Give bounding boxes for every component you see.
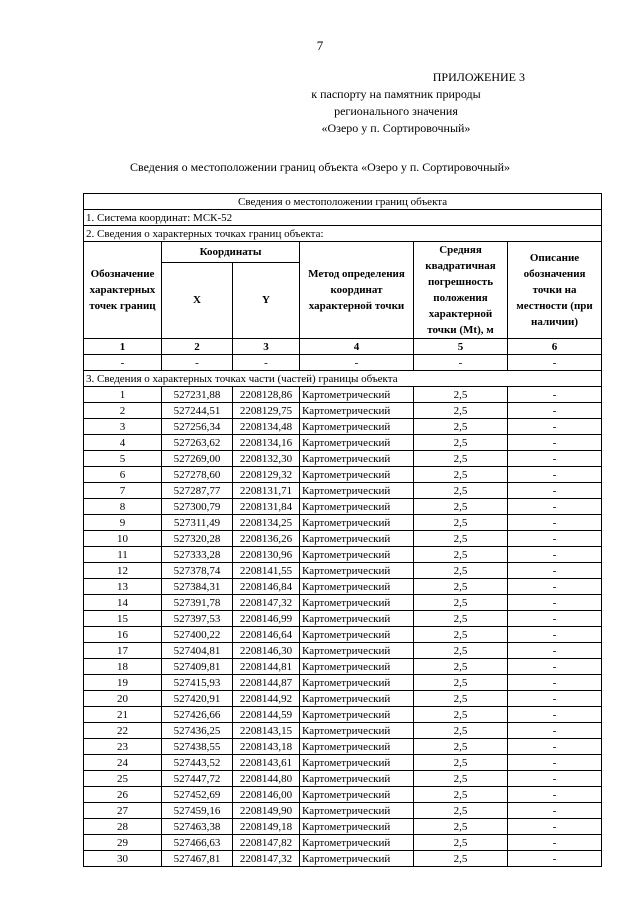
method-cell: Картометрический (300, 387, 414, 403)
coord-y-cell: 2208129,32 (233, 467, 300, 483)
error-cell: 2,5 (414, 563, 508, 579)
description-cell: - (508, 515, 602, 531)
method-cell: Картометрический (300, 515, 414, 531)
appendix-line: «Озеро у п. Сортировочный» (321, 121, 471, 135)
table-row (84, 467, 602, 483)
table-row (84, 691, 602, 707)
description-cell: - (508, 771, 602, 787)
table-row (84, 755, 602, 771)
empty-cell: - (162, 355, 233, 371)
table-row (84, 579, 602, 595)
point-id-cell: 10 (84, 531, 162, 547)
error-cell: 2,5 (414, 675, 508, 691)
description-cell: - (508, 803, 602, 819)
coord-x-cell: 527333,28 (162, 547, 233, 563)
coord-x-cell: 527278,60 (162, 467, 233, 483)
empty-cell: - (300, 355, 414, 371)
method-cell: Картометрический (300, 435, 414, 451)
error-cell: 2,5 (414, 851, 508, 867)
section-coordinate-system: 1. Система координат: МСК-52 (84, 210, 602, 226)
coord-y-cell: 2208146,99 (233, 611, 300, 627)
point-id-cell: 4 (84, 435, 162, 451)
description-cell: - (508, 451, 602, 467)
page-number: 7 (316, 38, 324, 53)
header-method: Метод определения координат характерной точки (300, 242, 414, 339)
section-part-points: 3. Сведения о характерных точках части (частей) границы объекта (84, 371, 602, 387)
method-cell: Картометрический (300, 675, 414, 691)
coord-x-cell: 527420,91 (162, 691, 233, 707)
coord-y-cell: 2208146,00 (233, 787, 300, 803)
table-row (84, 483, 602, 499)
point-id-cell: 13 (84, 579, 162, 595)
method-cell: Картометрический (300, 467, 414, 483)
error-cell: 2,5 (414, 643, 508, 659)
description-cell: - (508, 579, 602, 595)
table-row (84, 499, 602, 515)
coord-y-cell: 2208147,32 (233, 851, 300, 867)
coord-y-cell: 2208144,87 (233, 675, 300, 691)
coord-y-cell: 2208136,26 (233, 531, 300, 547)
description-cell: - (508, 435, 602, 451)
method-cell: Картометрический (300, 739, 414, 755)
point-id-cell: 16 (84, 627, 162, 643)
table-row (84, 627, 602, 643)
boundary-table (83, 193, 602, 867)
error-cell: 2,5 (414, 579, 508, 595)
description-cell: - (508, 851, 602, 867)
error-cell: 2,5 (414, 819, 508, 835)
error-cell: 2,5 (414, 595, 508, 611)
error-cell: 2,5 (414, 835, 508, 851)
error-cell: 2,5 (414, 515, 508, 531)
table-row (84, 835, 602, 851)
point-id-cell: 25 (84, 771, 162, 787)
coord-y-cell: 2208141,55 (233, 563, 300, 579)
error-cell: 2,5 (414, 627, 508, 643)
section-boundary-points: 2. Сведения о характерных точках границ объекта: (84, 226, 602, 242)
coord-x-cell: 527466,63 (162, 835, 233, 851)
description-cell: - (508, 531, 602, 547)
point-id-cell: 30 (84, 851, 162, 867)
empty-cell: - (508, 355, 602, 371)
description-cell: - (508, 675, 602, 691)
empty-cell: - (233, 355, 300, 371)
point-id-cell: 28 (84, 819, 162, 835)
column-number: 3 (233, 339, 300, 355)
method-cell: Картометрический (300, 499, 414, 515)
empty-cell: - (84, 355, 162, 371)
point-id-cell: 1 (84, 387, 162, 403)
point-id-cell: 7 (84, 483, 162, 499)
method-cell: Картометрический (300, 851, 414, 867)
method-cell: Картометрический (300, 595, 414, 611)
error-cell: 2,5 (414, 755, 508, 771)
coord-y-cell: 2208131,84 (233, 499, 300, 515)
error-cell: 2,5 (414, 611, 508, 627)
coord-y-cell: 2208146,84 (233, 579, 300, 595)
method-cell: Картометрический (300, 707, 414, 723)
table-row (84, 595, 602, 611)
point-id-cell: 15 (84, 611, 162, 627)
point-id-cell: 17 (84, 643, 162, 659)
coord-x-cell: 527467,81 (162, 851, 233, 867)
error-cell: 2,5 (414, 403, 508, 419)
method-cell: Картометрический (300, 547, 414, 563)
coord-x-cell: 527459,16 (162, 803, 233, 819)
point-id-cell: 6 (84, 467, 162, 483)
coord-y-cell: 2208134,48 (233, 419, 300, 435)
point-id-cell: 26 (84, 787, 162, 803)
point-id-cell: 27 (84, 803, 162, 819)
description-cell: - (508, 627, 602, 643)
description-cell: - (508, 691, 602, 707)
coord-y-cell: 2208143,18 (233, 739, 300, 755)
description-cell: - (508, 611, 602, 627)
coord-x-cell: 527463,38 (162, 819, 233, 835)
coord-y-cell: 2208143,15 (233, 723, 300, 739)
coord-y-cell: 2208143,61 (233, 755, 300, 771)
error-cell: 2,5 (414, 419, 508, 435)
coord-x-cell: 527311,49 (162, 515, 233, 531)
point-id-cell: 18 (84, 659, 162, 675)
error-cell: 2,5 (414, 707, 508, 723)
table-row (84, 547, 602, 563)
coord-y-cell: 2208144,80 (233, 771, 300, 787)
table-row (84, 419, 602, 435)
coord-x-cell: 527263,62 (162, 435, 233, 451)
coord-x-cell: 527397,53 (162, 611, 233, 627)
table-row (84, 563, 602, 579)
coord-y-cell: 2208132,30 (233, 451, 300, 467)
error-cell: 2,5 (414, 531, 508, 547)
table-row (84, 771, 602, 787)
method-cell: Картометрический (300, 563, 414, 579)
point-id-cell: 8 (84, 499, 162, 515)
coord-x-cell: 527415,93 (162, 675, 233, 691)
method-cell: Картометрический (300, 419, 414, 435)
error-cell: 2,5 (414, 499, 508, 515)
method-cell: Картометрический (300, 819, 414, 835)
coord-y-cell: 2208149,90 (233, 803, 300, 819)
appendix-line: регионального значения (334, 104, 458, 118)
coord-x-cell: 527426,66 (162, 707, 233, 723)
column-number: 6 (508, 339, 602, 355)
error-cell: 2,5 (414, 483, 508, 499)
description-cell: - (508, 739, 602, 755)
column-number: 4 (300, 339, 414, 355)
coord-x-cell: 527391,78 (162, 595, 233, 611)
point-id-cell: 24 (84, 755, 162, 771)
point-id-cell: 23 (84, 739, 162, 755)
coord-x-cell: 527378,74 (162, 563, 233, 579)
table-row (84, 611, 602, 627)
description-cell: - (508, 659, 602, 675)
coord-y-cell: 2208134,25 (233, 515, 300, 531)
empty-cell: - (414, 355, 508, 371)
coord-y-cell: 2208131,71 (233, 483, 300, 499)
description-cell: - (508, 707, 602, 723)
error-cell: 2,5 (414, 435, 508, 451)
appendix-line: к паспорту на памятник природы (311, 87, 481, 101)
document-title: Сведения о местоположении границ объекта «Озеро у п. Сортировочный» (130, 160, 510, 174)
coord-y-cell: 2208149,18 (233, 819, 300, 835)
description-cell: - (508, 787, 602, 803)
coord-x-cell: 527244,51 (162, 403, 233, 419)
description-cell: - (508, 819, 602, 835)
table-row (84, 851, 602, 867)
method-cell: Картометрический (300, 579, 414, 595)
method-cell: Картометрический (300, 451, 414, 467)
coord-y-cell: 2208144,81 (233, 659, 300, 675)
description-cell: - (508, 723, 602, 739)
error-cell: 2,5 (414, 787, 508, 803)
appendix-title: ПРИЛОЖЕНИЕ 3 (432, 70, 525, 84)
table-row (84, 403, 602, 419)
coord-x-cell: 527256,34 (162, 419, 233, 435)
column-number: 2 (162, 339, 233, 355)
coord-x-cell: 527409,81 (162, 659, 233, 675)
coord-y-cell: 2208144,59 (233, 707, 300, 723)
coord-x-cell: 527269,00 (162, 451, 233, 467)
point-id-cell: 14 (84, 595, 162, 611)
description-cell: - (508, 387, 602, 403)
method-cell: Картометрический (300, 403, 414, 419)
point-id-cell: 22 (84, 723, 162, 739)
method-cell: Картометрический (300, 659, 414, 675)
coord-x-cell: 527436,25 (162, 723, 233, 739)
table-caption: Сведения о местоположении границ объекта (84, 194, 602, 210)
description-cell: - (508, 563, 602, 579)
error-cell: 2,5 (414, 723, 508, 739)
header-points: Обозначение характерных точек границ (84, 242, 162, 339)
table-row (84, 707, 602, 723)
description-cell: - (508, 419, 602, 435)
coord-x-cell: 527231,88 (162, 387, 233, 403)
point-id-cell: 21 (84, 707, 162, 723)
point-id-cell: 29 (84, 835, 162, 851)
coord-x-cell: 527404,81 (162, 643, 233, 659)
coord-y-cell: 2208130,96 (233, 547, 300, 563)
table-row (84, 451, 602, 467)
description-cell: - (508, 403, 602, 419)
table-row (84, 787, 602, 803)
description-cell: - (508, 755, 602, 771)
description-cell: - (508, 499, 602, 515)
table-row (84, 435, 602, 451)
table-row (84, 819, 602, 835)
header-x: X (162, 262, 233, 338)
point-id-cell: 19 (84, 675, 162, 691)
description-cell: - (508, 595, 602, 611)
coord-y-cell: 2208147,82 (233, 835, 300, 851)
column-number: 5 (414, 339, 508, 355)
coord-x-cell: 527447,72 (162, 771, 233, 787)
error-cell: 2,5 (414, 659, 508, 675)
point-id-cell: 5 (84, 451, 162, 467)
description-cell: - (508, 835, 602, 851)
method-cell: Картометрический (300, 835, 414, 851)
method-cell: Картометрический (300, 531, 414, 547)
table-row (84, 659, 602, 675)
coord-x-cell: 527452,69 (162, 787, 233, 803)
point-id-cell: 11 (84, 547, 162, 563)
error-cell: 2,5 (414, 691, 508, 707)
description-cell: - (508, 467, 602, 483)
description-cell: - (508, 643, 602, 659)
column-number: 1 (84, 339, 162, 355)
coord-y-cell: 2208129,75 (233, 403, 300, 419)
point-id-cell: 3 (84, 419, 162, 435)
table-row (84, 387, 602, 403)
coord-x-cell: 527443,52 (162, 755, 233, 771)
coord-y-cell: 2208147,32 (233, 595, 300, 611)
error-cell: 2,5 (414, 771, 508, 787)
point-id-cell: 20 (84, 691, 162, 707)
coord-y-cell: 2208134,16 (233, 435, 300, 451)
header-y: Y (233, 262, 300, 338)
method-cell: Картометрический (300, 723, 414, 739)
coord-x-cell: 527384,31 (162, 579, 233, 595)
error-cell: 2,5 (414, 467, 508, 483)
coord-y-cell: 2208128,86 (233, 387, 300, 403)
coord-x-cell: 527300,79 (162, 499, 233, 515)
method-cell: Картометрический (300, 803, 414, 819)
error-cell: 2,5 (414, 739, 508, 755)
table-row (84, 675, 602, 691)
coord-x-cell: 527287,77 (162, 483, 233, 499)
coord-y-cell: 2208146,64 (233, 627, 300, 643)
description-cell: - (508, 547, 602, 563)
coord-x-cell: 527438,55 (162, 739, 233, 755)
method-cell: Картометрический (300, 691, 414, 707)
header-coordinates: Координаты (162, 242, 300, 263)
point-id-cell: 2 (84, 403, 162, 419)
description-cell: - (508, 483, 602, 499)
table-row (84, 723, 602, 739)
coord-y-cell: 2208144,92 (233, 691, 300, 707)
table-row (84, 643, 602, 659)
method-cell: Картометрический (300, 755, 414, 771)
table-row (84, 531, 602, 547)
table-row (84, 515, 602, 531)
header-description: Описание обозначения точки на местности (при наличии) (508, 242, 602, 339)
table-row (84, 803, 602, 819)
point-id-cell: 9 (84, 515, 162, 531)
coord-x-cell: 527400,22 (162, 627, 233, 643)
method-cell: Картометрический (300, 643, 414, 659)
table-row (84, 739, 602, 755)
error-cell: 2,5 (414, 803, 508, 819)
error-cell: 2,5 (414, 547, 508, 563)
method-cell: Картометрический (300, 787, 414, 803)
header-error: Средняя квадратичная погрешность положения характерной точки (Mt), м (414, 242, 508, 339)
method-cell: Картометрический (300, 483, 414, 499)
error-cell: 2,5 (414, 451, 508, 467)
appendix-block (236, 69, 556, 137)
point-id-cell: 12 (84, 563, 162, 579)
coord-y-cell: 2208146,30 (233, 643, 300, 659)
coord-x-cell: 527320,28 (162, 531, 233, 547)
error-cell: 2,5 (414, 387, 508, 403)
method-cell: Картометрический (300, 771, 414, 787)
method-cell: Картометрический (300, 627, 414, 643)
method-cell: Картометрический (300, 611, 414, 627)
